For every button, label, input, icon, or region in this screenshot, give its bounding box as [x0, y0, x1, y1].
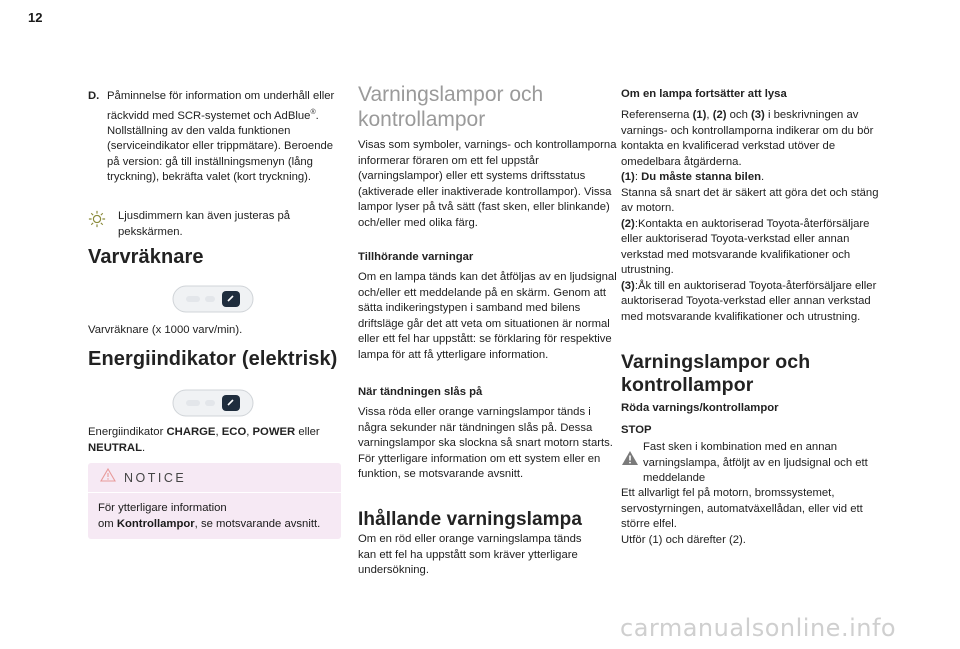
item-d [88, 89, 346, 186]
varvraknare-text: Varvräknare (x 1000 varv/min). [88, 324, 243, 336]
middle-sub1: Tillhörande varningar [358, 251, 474, 263]
right-sub2: Röda varnings/kontrollampor [621, 402, 779, 414]
energi-heading: Energiindikator (elektrisk) [88, 348, 338, 370]
warning-triangle-icon [100, 468, 116, 487]
item-d-text: Påminnelse för information om underhåll eller räckvidd med SCR-systemet och AdBlue®. Nollställning av den valda funktionen (serviceindikator eller trippmätare). Beroende på version: gå till inställningsmenyn (lång tryckning), bekräfta valet (kort tryckning). [107, 90, 335, 184]
tip-block [88, 209, 346, 240]
middle-heading2: Ihållande varningslampa [358, 509, 583, 530]
notice-header [88, 463, 341, 493]
middle-heading2-text: Om en röd eller orange varningslampa tänds kan ett fel ha uppstått som kräver ytterligare undersökning. [358, 533, 582, 576]
varvraknare-heading: Varvräknare [88, 246, 204, 268]
item-d-label: D. [88, 90, 100, 102]
energy-gauge-icon [172, 389, 254, 417]
page-number: 12 [28, 10, 43, 25]
middle-sub1-text: Om en lampa tänds kan det åtföljas av en ljudsignal och/eller ett meddelande på en skärm. Genom att sätta indikeringstypen i samband med bilens driftsläge går det att veta om situationen är normal eller ett fel har uppstått: se förklaring för respektive lampa för att få ytterligare information. [358, 271, 617, 361]
middle-heading: Varningslampor och kontrollampor [358, 83, 544, 131]
gear-tip-icon [88, 209, 118, 233]
energi-text: Energiindikator CHARGE, ECO, POWER eller NEUTRAL. [88, 426, 320, 454]
right-heading2: Varningslampor och kontrollampor [621, 351, 811, 396]
watermark-text: carmanualsonline.info [620, 614, 897, 642]
notice-body: För ytterligare information om Kontrollampor, se motsvarande avsnitt. [98, 502, 321, 530]
stop-text-more: Ett allvarligt fel på motorn, bromssystemet, servostyrningen, automatväxellådan, eller vid ett större elfel. Utför (1) och därefter (2). [621, 487, 863, 546]
stop-label: STOP [621, 424, 652, 436]
middle-sub2-text: Vissa röda eller orange varningslampor tänds i några sekunder när tändningen slås på. Dessa varningslampor ska slockna så snart motorn starts. För ytterligare information om ett system eller en funktion, se motsvarande avsnitt. [358, 406, 613, 480]
right-references: Referenserna (1), (2) och (3) i beskrivningen av varnings- och kontrollamporna indikerar om du bör kontakta en kvalificerad verkstad utöver de omedelbara åtgärderna. (1): Du måste stanna bilen. Stanna så snart det är säkert att göra det och stäng av motorn. (2):Kontakta en auktoriserad Toyota-återförsäljare eller auktoriserad Toyota-verkstad eller annan verkstad med motsvarande kvalifikationer och utrustning. (3):Åk till en auktoriserad Toyota-återförsäljare eller auktoriserad Toyota-verkstad eller annan verkstad med motsvarande kvalifikationer och utrustning. [621, 109, 879, 323]
middle-intro: Visas som symboler, varnings- och kontrollamporna informerar föraren om ett fel uppstår (varningslampor) eller ett systems driftsstatus (aktiverade eller inaktiverade kontrollampor). Vissa lampor lyser på två sätt (fast sken, eller blinkande) och/eller med olika färg. [358, 139, 617, 229]
middle-sub2: När tändningen slås på [358, 386, 483, 398]
tachometer-gauge-icon [172, 285, 254, 313]
notice-link[interactable]: Kontrollampor [116, 517, 195, 530]
stop-text: Fast sken i kombination med en annan varningslampa, åtföljt av en ljudsignal och ett meddelande [643, 441, 868, 484]
notice-box [88, 463, 341, 539]
notice-title: NOTICE [124, 470, 187, 485]
right-sub1: Om en lampa fortsätter att lysa [621, 88, 787, 100]
tip-text: Ljusdimmern kan även justeras på pekskärmen. [118, 210, 291, 238]
